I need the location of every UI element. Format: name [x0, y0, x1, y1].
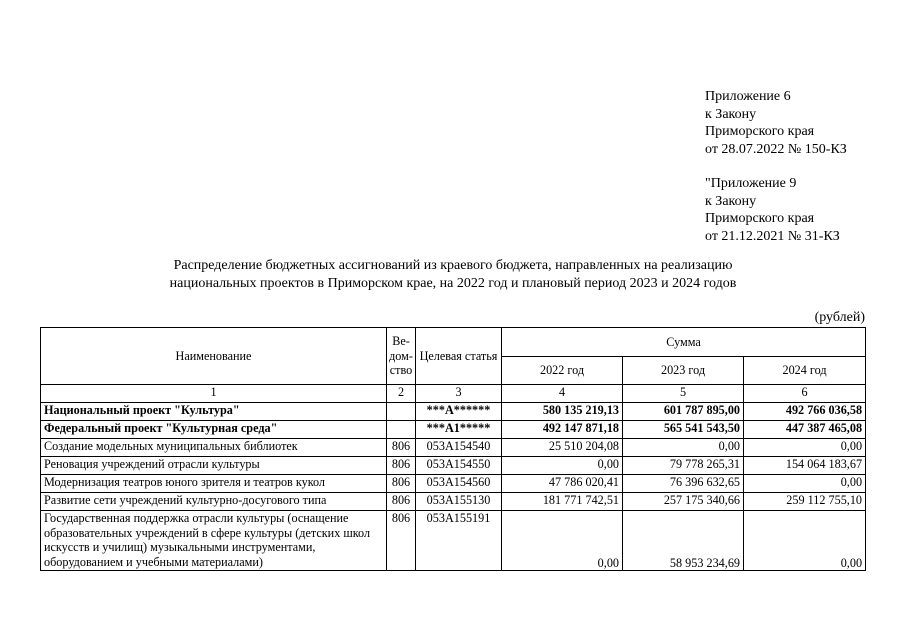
- column-number: 4: [502, 385, 623, 403]
- row-amount-2023: 601 787 895,00: [623, 403, 744, 421]
- row-amount-2023: 58 953 234,69: [623, 511, 744, 571]
- header-department-line: ство: [389, 363, 413, 378]
- header-department: [387, 328, 416, 385]
- header-target-article: Целевая статья: [416, 328, 502, 385]
- row-amount-2024: 0,00: [744, 511, 866, 571]
- column-number: 6: [744, 385, 866, 403]
- row-name: Реновация учреждений отрасли культуры: [41, 457, 387, 475]
- row-amount-2022: 25 510 204,08: [502, 439, 623, 457]
- column-number: 5: [623, 385, 744, 403]
- title-line-1: Распределение бюджетных ассигнований из краевого бюджета, направленных на реализацию: [173, 258, 733, 273]
- table-row: [41, 439, 866, 457]
- row-target-article: 053A154560: [416, 475, 502, 493]
- row-department: 806: [387, 493, 416, 511]
- annex-line: от 28.07.2022 № 150-КЗ: [705, 141, 847, 157]
- table-row: [41, 475, 866, 493]
- row-amount-2022: 47 786 020,41: [502, 475, 623, 493]
- row-amount-2024: 154 064 183,67: [744, 457, 866, 475]
- row-amount-2022: 0,00: [502, 511, 623, 571]
- column-number-row: [41, 385, 866, 403]
- row-amount-2022: 0,00: [502, 457, 623, 475]
- row-amount-2023: 0,00: [623, 439, 744, 457]
- row-department: 806: [387, 457, 416, 475]
- row-amount-2024: 492 766 036,58: [744, 403, 866, 421]
- annex-line: Приложение 6: [705, 89, 791, 104]
- row-target-article: ***A1*****: [416, 421, 502, 439]
- row-name: Национальный проект "Культура": [41, 403, 387, 421]
- table-row: [41, 511, 866, 571]
- row-target-article: 053A155130: [416, 493, 502, 511]
- header-department-line: Ве-: [392, 334, 410, 349]
- title-line-2: национальных проектов в Приморском крае, на 2022 год и плановый период 2023 и 2024 годов: [169, 275, 737, 291]
- row-department: [387, 421, 416, 439]
- column-number: 3: [416, 385, 502, 403]
- row-amount-2024: 0,00: [744, 439, 866, 457]
- row-amount-2023: 565 541 543,50: [623, 421, 744, 439]
- row-department: 806: [387, 475, 416, 493]
- header-department-line: дом-: [389, 348, 413, 363]
- header-name: Наименование: [41, 328, 387, 385]
- annex-line: к Закону: [705, 106, 757, 122]
- row-target-article: 053A155191: [416, 511, 502, 571]
- row-name: Модернизация театров юного зрителя и театров кукол: [41, 475, 387, 493]
- row-amount-2024: 447 387 465,08: [744, 421, 866, 439]
- row-name: Создание модельных муниципальных библиотек: [41, 439, 387, 457]
- column-number: 2: [387, 385, 416, 403]
- row-target-article: 053A154550: [416, 457, 502, 475]
- row-amount-2024: 0,00: [744, 475, 866, 493]
- row-amount-2022: 580 135 219,13: [502, 403, 623, 421]
- row-name: Государственная поддержка отрасли культуры (оснащение образовательных учреждений в сфере культуры (детских школ искусств и училищ) музыкальными инструментами, оборудованием и учебными материалами): [41, 511, 387, 571]
- header-year-2024: 2024 год: [744, 357, 866, 385]
- row-amount-2023: 76 396 632,65: [623, 475, 744, 493]
- row-name: Федеральный проект "Культурная среда": [41, 421, 387, 439]
- row-department: 806: [387, 439, 416, 457]
- row-target-article: 053A154540: [416, 439, 502, 457]
- annex-line: "Приложение 9: [705, 176, 797, 191]
- column-number: 1: [41, 385, 387, 403]
- table-row: [41, 493, 866, 511]
- table-row: [41, 457, 866, 475]
- row-amount-2023: 257 175 340,66: [623, 493, 744, 511]
- row-name: Развитие сети учреждений культурно-досугового типа: [41, 493, 387, 511]
- table-row: [41, 403, 866, 421]
- row-department: [387, 403, 416, 421]
- table-row: [41, 421, 866, 439]
- budget-table: [40, 327, 866, 571]
- currency-unit: (рублей): [814, 310, 865, 325]
- annex-line: Приморского края: [705, 211, 815, 227]
- header-sum: Сумма: [502, 328, 866, 357]
- header-year-2023: 2023 год: [623, 357, 744, 385]
- row-amount-2022: 181 771 742,51: [502, 493, 623, 511]
- header-year-2022: 2022 год: [502, 357, 623, 385]
- annex-line: от 21.12.2021 № 31-КЗ: [705, 228, 840, 244]
- annex-line: к Закону: [705, 193, 757, 209]
- row-amount-2023: 79 778 265,31: [623, 457, 744, 475]
- annex-line: Приморского края: [705, 124, 815, 140]
- annex-reference-current: [705, 88, 847, 158]
- document-title: [60, 257, 846, 292]
- row-amount-2022: 492 147 871,18: [502, 421, 623, 439]
- annex-reference-prior: [705, 175, 840, 245]
- row-department: 806: [387, 511, 416, 571]
- row-amount-2024: 259 112 755,10: [744, 493, 866, 511]
- row-target-article: ***A******: [416, 403, 502, 421]
